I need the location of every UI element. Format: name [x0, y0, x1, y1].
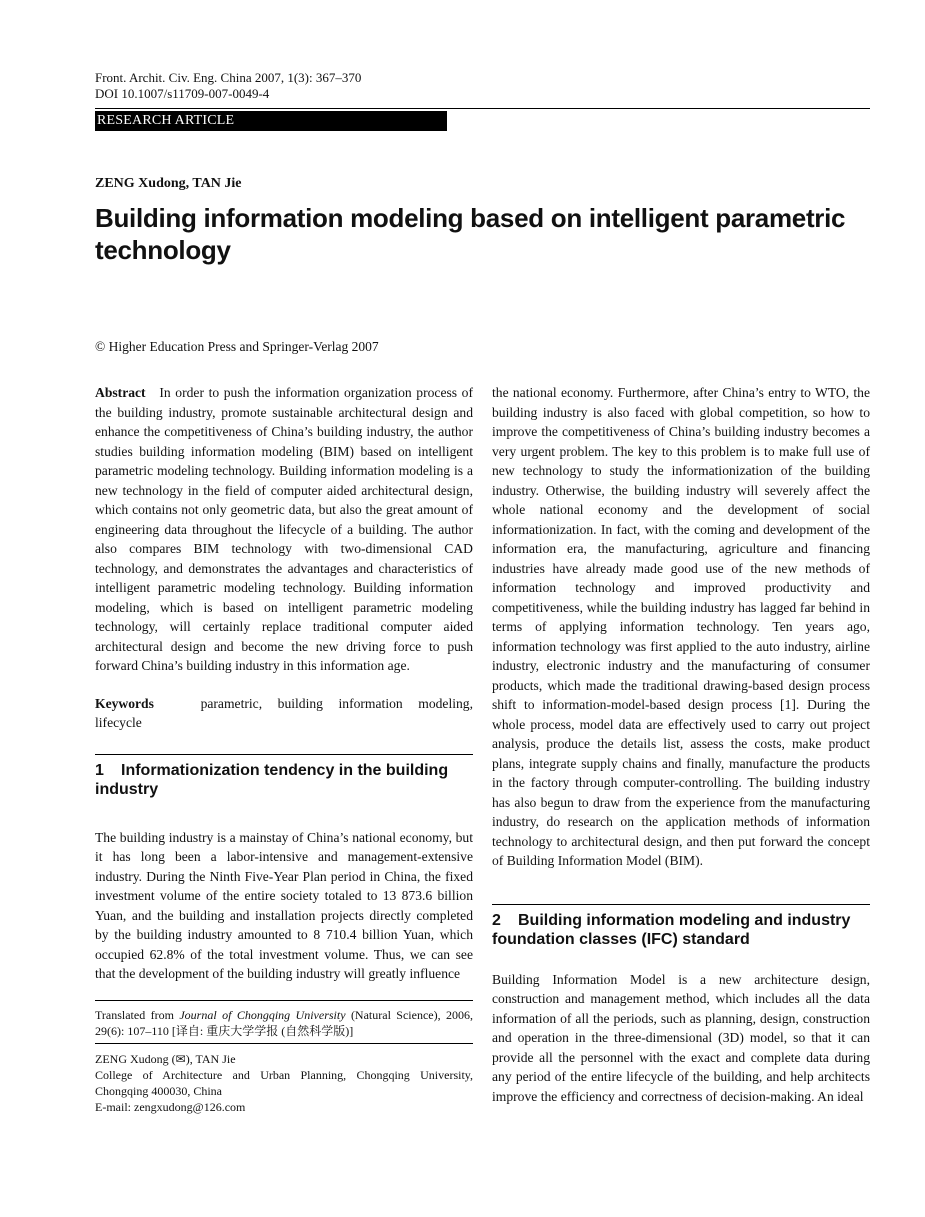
section-rule: [492, 904, 870, 905]
section-2-number: 2: [492, 911, 501, 929]
paper-title: Building information modeling based on intelligent parametric technology: [95, 203, 846, 265]
section-1-title: Informationization tendency in the building industry: [95, 761, 449, 798]
journal-citation: Front. Archit. Civ. Eng. China 2007, 1(3): 367–370: [95, 70, 362, 85]
translated-prefix: Translated from: [95, 1007, 174, 1022]
corresponding-author: ZENG Xudong (✉), TAN Jie: [95, 1051, 236, 1066]
section-1-paragraph-continued: the national economy. Furthermore, after China’s entry to WTO, the building industry is also faced with global competition, so how to improve the competitiveness of China’s building industry becomes a very urgent problem. The key to this problem is to make full use of new technology to study the informationization of the building industry. Otherwise, the building industry will severely affect the whole national economy and the development of social informationization. In fact, with the coming and development of the information era, the manufacturing, agriculture and financing industries have already made good use of the new methods of information technology and improved productivity and competitiveness, while the building industry has lagged far behind in terms of applying information technology. Ten years ago, information technology was first applied to the auto industry, airline industry, electronic industry and the manufacturing of consumer products, which made the traditional drawing-based design process shift to information-model-based design process [1]. During the whole process, model data are effectively used to carry out project analysis, produce the details list, assess the costs, make product plans, integrate supply chains and finally, manufacture the products in the factory through computer-controlling. The building industry has also begun to draw from the experience from the manufacturing industry, do research on the application methods of information technology to architectural design, and then put forward the concept of Building Information Model (BIM).: [492, 385, 870, 868]
keywords-label: Keywords: [95, 695, 154, 711]
footnote-rule: [95, 1000, 473, 1001]
header-rule: [95, 108, 870, 109]
abstract: [95, 383, 473, 676]
section-1-heading: [95, 761, 473, 799]
keywords: [95, 694, 473, 733]
translation-note: [95, 1007, 473, 1039]
section-1-paragraph: The building industry is a mainstay of China’s national economy, but it has long been a labor-intensive and management-extensive industry. During the Ninth Five-Year Plan period in China, the fixed investment volume of the entire society totaled to 13 873.6 billion Yuan, and the building and installation projects directly completed by the building industry amounted to 8 710.4 billion Yuan, which occupied 62.8% of the total investment volume. Thus, we can see that the development of the building industry will greatly influence: [95, 829, 473, 981]
section-2-paragraph: Building Information Model is a new architecture design, construction and management method, which includes all the data information of all the periods, such as planning, design, construction and operation in the three-dimensional (3D) model, so that it can provide all the personnel with the exact and complete data during any period of the entire lifecycle of the building, and help architects improve the efficiency and correctness of decision-making. An ideal: [492, 971, 870, 1104]
affiliation: College of Architecture and Urban Planning, Chongqing University, Chongqing 400030, China: [95, 1067, 473, 1098]
abstract-label: Abstract: [95, 385, 146, 400]
copyright: © Higher Education Press and Springer-Verlag 2007: [95, 339, 379, 354]
section-rule: [95, 754, 473, 755]
email: E-mail: zengxudong@126.com: [95, 1099, 246, 1114]
translated-suffix: (Natural Science), 2006, 29(6): 107–110 [译自: 重庆大学学报 (自然科学版)]: [95, 1007, 474, 1038]
keywords-text: parametric, building information modeling, lifecycle: [95, 695, 473, 730]
authors: ZENG Xudong, TAN Jie: [95, 176, 242, 191]
section-2-heading: [492, 911, 870, 949]
footnote-rule-2: [95, 1043, 473, 1044]
abstract-text: In order to push the information organization process of the building industry, promote sustainable architectural design and enhance the competitiveness of China’s building industry, the author studies building information modeling (BIM) based on intelligent parametric modeling technology. Building information modeling is a new technology in the field of computer aided architectural design, which contains not only geometric data, but also the great amount of engineering data throughout the lifecycle of a building. The author also compares BIM technology with two-dimensional CAD technology, and demonstrates the advantages and characteristics of intelligent parametric modeling technology. Building information modeling, which is based on intelligent parametric modeling technology, will certainly replace traditional computer aided architectural design and become the new driving force to push forward China’s building industry in this information age.: [95, 385, 473, 673]
doi: DOI 10.1007/s11709-007-0049-4: [95, 86, 270, 101]
section-1-number: 1: [95, 761, 104, 779]
left-column: [95, 383, 473, 1115]
section-2-title: Building information modeling and industry foundation classes (IFC) standard: [492, 911, 851, 948]
article-type-badge: RESEARCH ARTICLE: [95, 111, 447, 131]
right-column: [492, 383, 870, 1106]
source-journal: Journal of Chongqing University: [179, 1007, 346, 1022]
